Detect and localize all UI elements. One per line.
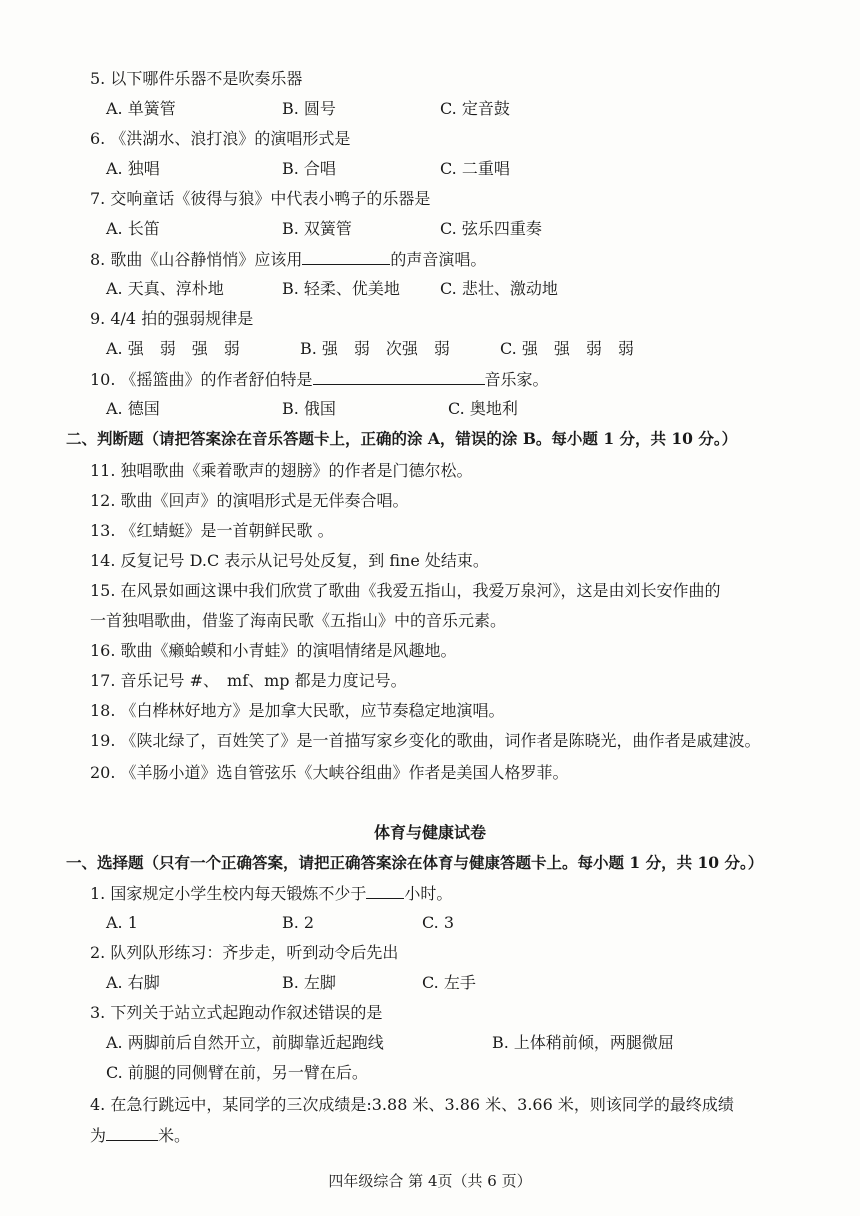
pe-question-4-line-2 (90, 1124, 190, 1147)
q10-text-before: 10. 《摇篮曲》的作者舒伯特是 (90, 370, 313, 389)
q9-option-b: B. 强 弱 次强 弱 (300, 339, 450, 358)
section-title-pe: 体育与健康试卷 (373, 823, 486, 842)
q10-option-a: A. 德国 (106, 399, 160, 418)
pe-q4-text-before: 为 (90, 1126, 107, 1145)
section-heading-multiple-choice: 一、选择题（只有一个正确答案，请把正确答案涂在体育与健康答题卡上。每小题 1 分，共 10 分。） (66, 853, 764, 872)
question-19: 19. 《陕北绿了，百姓笑了》是一首描写家乡变化的歌曲，词作者是陈晓光，曲作者是戚建波。 (90, 731, 761, 750)
pe-question-2: 2. 队列队形练习：齐步走，听到动令后先出 (90, 943, 399, 962)
answer-blank (366, 882, 404, 899)
pe-q1-text-before: 1. 国家规定小学生校内每天锻炼不少于 (90, 884, 367, 903)
q8-option-c: C. 悲壮、激动地 (440, 279, 558, 298)
pe-q1-option-a: A. 1 (106, 913, 138, 932)
pe-question-4-line-1: 4. 在急行跳远中，某同学的三次成绩是:3.88 米、3.86 米、3.66 米，则该同学的最终成绩 (90, 1095, 734, 1114)
answer-blank (313, 368, 485, 385)
pe-q2-option-b: B. 左脚 (282, 973, 336, 992)
question-12: 12. 歌曲《回声》的演唱形式是无伴奏合唱。 (90, 491, 409, 510)
q6-option-a: A. 独唱 (106, 159, 160, 178)
question-18: 18. 《白桦林好地方》是加拿大民歌，应节奏稳定地演唱。 (90, 701, 505, 720)
pe-question-3: 3. 下列关于站立式起跑动作叙述错误的是 (90, 1003, 383, 1022)
q7-option-a: A. 长笛 (106, 219, 160, 238)
q8-text-before: 8. 歌曲《山谷静悄悄》应该用 (90, 250, 303, 269)
q9-option-a: A. 强 弱 强 弱 (106, 339, 240, 358)
question-16: 16. 歌曲《癞蛤蟆和小青蛙》的演唱情绪是风趣地。 (90, 641, 457, 660)
question-20: 20. 《羊肠小道》选自管弦乐《大峡谷组曲》作者是美国人格罗菲。 (90, 763, 569, 782)
question-7: 7. 交响童话《彼得与狼》中代表小鸭子的乐器是 (90, 189, 431, 208)
q5-option-b: B. 圆号 (282, 99, 336, 118)
q5-option-c: C. 定音鼓 (440, 99, 510, 118)
question-5: 5. 以下哪件乐器不是吹奏乐器 (90, 69, 303, 88)
q7-option-b: B. 双簧管 (282, 219, 352, 238)
pe-question-1 (90, 882, 452, 905)
q8-option-b: B. 轻柔、优美地 (282, 279, 400, 298)
section-heading-true-false: 二、判断题（请把答案涂在音乐答题卡上，正确的涂 A，错误的涂 B。每小题 1 分，共 10 分。） (66, 429, 738, 448)
question-17: 17. 音乐记号 #、 mf、mp 都是力度记号。 (90, 671, 407, 690)
pe-q3-option-c: C. 前腿的同侧臂在前，另一臂在后。 (106, 1063, 368, 1082)
question-15-line-1: 15. 在风景如画这课中我们欣赏了歌曲《我爱五指山，我爱万泉河》，这是由刘长安作曲的 (90, 581, 721, 600)
question-15-line-2: 一首独唱歌曲，借鉴了海南民歌《五指山》中的音乐元素。 (90, 611, 507, 630)
answer-blank (302, 248, 390, 265)
question-14: 14. 反复记号 D.C 表示从记号处反复，到 fine 处结束。 (90, 551, 489, 570)
pe-q1-option-b: B. 2 (282, 913, 315, 932)
question-13: 13. 《红蜻蜓》是一首朝鲜民歌 。 (90, 521, 334, 540)
q8-option-a: A. 天真、淳朴地 (106, 279, 224, 298)
pe-q2-option-c: C. 左手 (422, 973, 476, 992)
pe-q3-option-a: A. 两脚前后自然开立，前脚靠近起跑线 (106, 1033, 384, 1052)
question-6: 6. 《洪湖水、浪打浪》的演唱形式是 (90, 129, 351, 148)
q9-option-c: C. 强 强 弱 弱 (500, 339, 634, 358)
pe-q4-text-after: 米。 (158, 1126, 191, 1145)
pe-q3-option-b: B. 上体稍前倾，两腿微屈 (492, 1033, 674, 1052)
q6-option-c: C. 二重唱 (440, 159, 510, 178)
answer-blank (106, 1124, 158, 1141)
q6-option-b: B. 合唱 (282, 159, 336, 178)
q10-option-b: B. 俄国 (282, 399, 336, 418)
page-footer: 四年级综合 第 4页（共 6 页） (328, 1172, 532, 1190)
q10-option-c: C. 奥地利 (448, 399, 518, 418)
pe-q1-text-after: 小时。 (404, 884, 453, 903)
q8-text-after: 的声音演唱。 (390, 250, 487, 269)
q10-text-after: 音乐家。 (484, 370, 549, 389)
question-11: 11. 独唱歌曲《乘着歌声的翅膀》的作者是门德尔松。 (90, 461, 473, 480)
pe-q2-option-a: A. 右脚 (106, 973, 160, 992)
question-8 (90, 248, 486, 271)
q7-option-c: C. 弦乐四重奏 (440, 219, 542, 238)
pe-q1-option-c: C. 3 (422, 913, 455, 932)
question-10 (90, 368, 549, 391)
q5-option-a: A. 单簧管 (106, 99, 176, 118)
question-9: 9. 4/4 拍的强弱规律是 (90, 309, 254, 328)
